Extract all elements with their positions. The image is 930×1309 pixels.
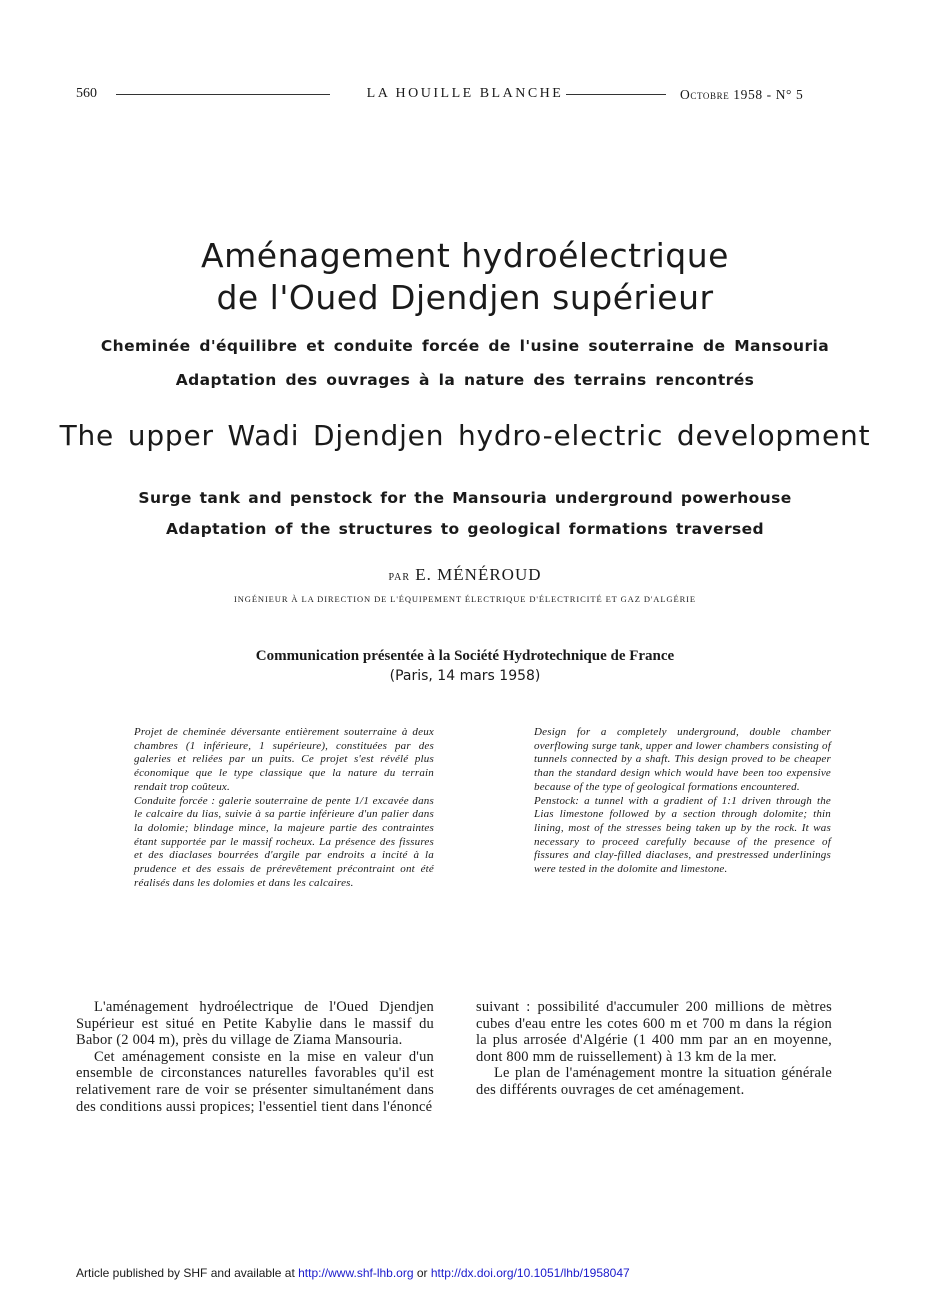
subtitle-fr-line2: Adaptation des ouvrages à la nature des terrains rencontrés	[175, 371, 755, 389]
body-paragraph: suivant : possibilité d'accumuler 200 millions de mètres cubes d'eau entre les cotes 600 m et 700 m dans la région la plus arrosée d'Algérie (1 400 mm par an en moyenne, dont 800 mm de ruissellement) à 13 km de la mer.	[476, 999, 832, 1065]
footer-link-doi[interactable]: http://dx.doi.org/10.1051/lhb/1958047	[430, 1266, 630, 1280]
title-en: The upper Wadi Djendjen hydro-electric development	[59, 419, 871, 452]
body-paragraph: Le plan de l'aménagement montre la situation générale des différents ouvrages de cet aménagement.	[476, 1065, 832, 1098]
author-prefix: par	[388, 569, 411, 584]
title-fr-line1: Aménagement hydroélectrique	[201, 236, 729, 275]
abstract-en-p2: Penstock: a tunnel with a gradient of 1:1 driven through the Lias limestone followed by a section through dolomite; thin lining, most of the stresses being taken up by the rock. It was necessary to proceed carefully because of the presence of fissures and clay-filled diaclases, and prestressed underlinings were tested in the dolomite and limestone.	[534, 794, 831, 876]
body-column-right	[476, 999, 832, 1099]
communication-date: (Paris, 14 mars 1958)	[389, 668, 541, 684]
author-name: E. MÉNÉROUD	[415, 565, 542, 584]
abstract-fr-p2: Conduite forcée : galerie souterraine de pente 1/1 excavée dans le calcaire du lias, suivie à sa partie inférieure d'un palier dans la dolomie; blindage mince, la majeure partie des contraintes étant supportée par le massif rocheux. La présence des fissures et des diaclases bourrées d'argile par endroits a incité à la prudence et des essais de prérevêtement précontraint ont été réalisés dans les dolomies et dans les calcaires.	[134, 794, 434, 889]
abstract-en	[534, 726, 831, 877]
page-number: 560	[76, 86, 97, 101]
body-paragraph: L'aménagement hydroélectrique de l'Oued Djendjen Supérieur est situé en Petite Kabylie dans le massif du Babor (2 004 m), près du village de Ziama Mansouria.	[76, 999, 434, 1049]
subtitle-en-line2: Adaptation of the structures to geological formations traversed	[165, 520, 765, 538]
author-line	[0, 565, 930, 585]
footer-note	[76, 1266, 630, 1280]
abstract-en-p1: Design for a completely underground, double chamber overflowing surge tank, upper and lower chambers consisting of tunnels connected by a shaft. This design proved to be cheaper than the standard design which would have been too expensive because of the type of geological formations encountered.	[534, 726, 831, 793]
footer-link-shf[interactable]: http://www.shf-lhb.org	[298, 1266, 414, 1280]
abstract-fr-p1: Projet de cheminée déversante entièrement souterraine à deux chambres (1 inférieure, 1 supérieure), constituées par des galeries et reliées par un puits. Ce projet s'est révélé plus économique que le type classique que la nature du terrain rendait trop coûteux.	[134, 726, 434, 793]
subtitle-en-line1: Surge tank and penstock for the Mansouria underground powerhouse	[138, 489, 792, 507]
title-fr-line2: de l'Oued Djendjen supérieur	[216, 278, 714, 317]
subtitle-fr-line1: Cheminée d'équilibre et conduite forcée de l'usine souterraine de Mansouria	[100, 337, 830, 355]
footer-prefix: Article published by SHF and available at	[76, 1266, 299, 1280]
footer-or: or	[413, 1266, 431, 1280]
body-paragraph: Cet aménagement consiste en la mise en valeur d'un ensemble de circonstances naturelles favorables qu'il est relativement rare de voir se présenter simultanément dans des conditions aussi propices; l'essentiel tient dans l'énoncé	[76, 1048, 434, 1115]
abstract-fr	[134, 726, 434, 890]
communication-note: Communication présentée à la Société Hydrotechnique de France	[255, 648, 675, 664]
body-column-left	[76, 999, 434, 1115]
issue-label: Octobre 1958 - N° 5	[680, 87, 804, 102]
journal-name: LA HOUILLE BLANCHE	[366, 86, 564, 101]
author-affiliation: INGÉNIEUR À LA DIRECTION DE L'ÉQUIPEMENT ÉLECTRIQUE D'ÉLECTRICITÉ ET GAZ D'ALGÉRIE	[234, 594, 696, 604]
header-rule-right	[566, 94, 666, 95]
